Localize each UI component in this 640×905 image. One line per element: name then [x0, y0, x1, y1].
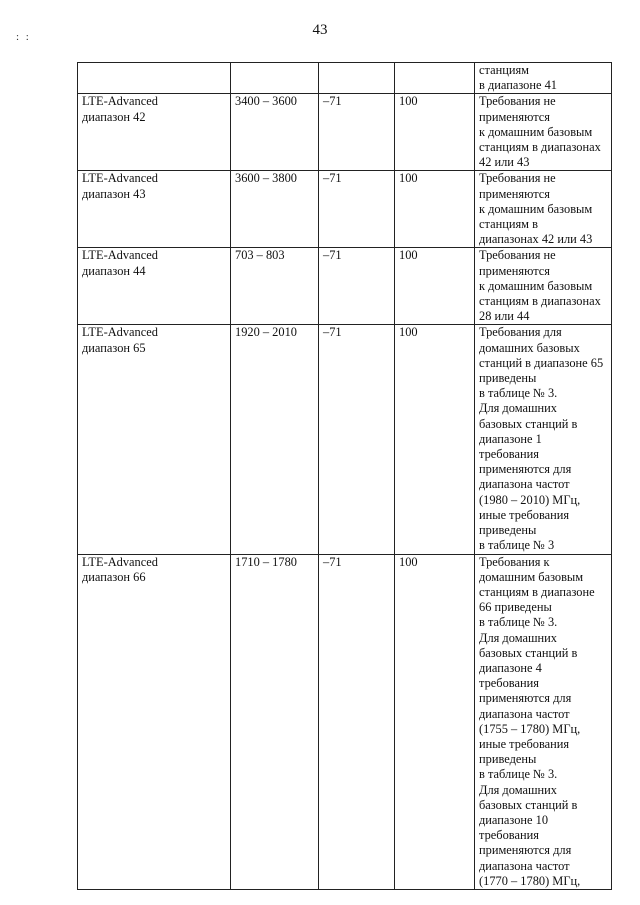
notes-cell-line: базовых станций в — [479, 645, 578, 660]
notes-cell-line: применяются — [479, 263, 550, 278]
notes-cell-line: применяются для — [479, 843, 572, 858]
notes-cell-line: приведены — [479, 371, 537, 386]
notes-cell-line: в таблице № 3. — [479, 386, 558, 401]
level-cell-value: –71 — [323, 248, 342, 263]
notes-cell-line: приведены — [479, 523, 537, 538]
value-cell-value: 100 — [399, 171, 418, 186]
notes-cell — [475, 554, 612, 889]
notes-cell-line: Для домашних — [479, 401, 557, 416]
band-cell-line: LTE-Advanced — [82, 554, 158, 569]
notes-cell-line: станциям в диапазонах — [479, 294, 601, 309]
level-cell — [319, 325, 395, 554]
notes-cell-line: (1770 – 1780) МГц, — [479, 873, 581, 888]
value-cell-value: 100 — [399, 325, 418, 340]
notes-cell-line: станциям в диапазонах — [479, 140, 601, 155]
range-cell — [231, 325, 319, 554]
notes-cell-line: Требования не — [479, 248, 556, 263]
value-cell — [395, 554, 475, 889]
value-cell-value: 100 — [399, 94, 418, 109]
notes-cell-line: (1980 – 2010) МГц, — [479, 492, 581, 507]
value-cell-value: 100 — [399, 554, 418, 569]
range-cell — [231, 63, 319, 94]
frequency-band-table — [77, 62, 612, 890]
notes-cell — [475, 63, 612, 94]
band-cell-line: LTE-Advanced — [82, 248, 158, 263]
notes-cell-line: в таблице № 3. — [479, 615, 558, 630]
band-cell-line: LTE-Advanced — [82, 325, 158, 340]
notes-cell-line: диапазоне 4 — [479, 660, 542, 675]
band-cell-line: диапазон 65 — [82, 340, 146, 355]
page-number: 43 — [312, 22, 328, 38]
range-cell — [231, 554, 319, 889]
notes-cell-line: к домашним базовым — [479, 124, 593, 139]
band-cell — [78, 248, 231, 325]
value-cell — [395, 171, 475, 248]
band-cell-line: LTE-Advanced — [82, 94, 158, 109]
range-cell-value: 1920 – 2010 — [235, 325, 297, 340]
notes-cell-line: диапазона частот — [479, 706, 570, 721]
band-cell — [78, 63, 231, 94]
notes-cell-line: станций в диапазоне 65 — [479, 355, 604, 370]
level-cell — [319, 248, 395, 325]
band-cell-line: диапазон 66 — [82, 569, 146, 584]
value-cell — [395, 248, 475, 325]
range-cell — [231, 171, 319, 248]
notes-cell-line: станциям в — [479, 217, 538, 232]
notes-cell-line: к домашним базовым — [479, 201, 593, 216]
table-row — [78, 94, 612, 171]
range-cell-value: 3600 – 3800 — [235, 171, 297, 186]
notes-cell-line: станциям — [479, 63, 529, 77]
notes-cell-line: диапазоне 10 — [479, 812, 549, 827]
table-row — [78, 554, 612, 889]
notes-cell — [475, 248, 612, 325]
notes-cell-line: иные требования — [479, 736, 570, 751]
notes-cell-line: Для домашних — [479, 782, 557, 797]
level-cell — [319, 171, 395, 248]
level-cell — [319, 63, 395, 94]
notes-cell — [475, 171, 612, 248]
notes-cell-line: в таблице № 3 — [479, 538, 555, 553]
band-cell — [78, 94, 231, 171]
margin-marks: : : — [16, 31, 31, 43]
notes-cell-line: 66 приведены — [479, 600, 552, 615]
range-cell — [231, 94, 319, 171]
notes-cell-line: Для домашних — [479, 630, 557, 645]
notes-cell-line: диапазоне 1 — [479, 431, 542, 446]
notes-cell-line: к домашним базовым — [479, 278, 593, 293]
range-cell-value: 1710 – 1780 — [235, 554, 297, 569]
notes-cell — [475, 325, 612, 554]
range-cell — [231, 248, 319, 325]
band-cell-line: диапазон 42 — [82, 109, 146, 124]
notes-cell-line: станциям в диапазоне — [479, 584, 595, 599]
table-row — [78, 325, 612, 554]
notes-cell-line: Требования не — [479, 94, 556, 109]
band-cell-line: диапазон 44 — [82, 263, 146, 278]
level-cell-value: –71 — [323, 325, 342, 340]
value-cell — [395, 94, 475, 171]
value-cell — [395, 325, 475, 554]
notes-cell-line: Требования не — [479, 171, 556, 186]
band-cell — [78, 325, 231, 554]
level-cell-value: –71 — [323, 94, 342, 109]
notes-cell-line: требования — [479, 676, 539, 691]
notes-cell-line: диапазонах 42 или 43 — [479, 232, 593, 247]
notes-cell-line: применяются — [479, 186, 550, 201]
notes-cell-line: в таблице № 3. — [479, 767, 558, 782]
level-cell — [319, 94, 395, 171]
notes-cell-line: приведены — [479, 752, 537, 767]
notes-cell-line: базовых станций в — [479, 797, 578, 812]
notes-cell-line: в диапазоне 41 — [479, 78, 557, 93]
range-cell-value: 3400 – 3600 — [235, 94, 297, 109]
notes-cell-line: домашним базовым — [479, 569, 584, 584]
notes-cell — [475, 94, 612, 171]
notes-cell-line: требования — [479, 447, 539, 462]
table-row — [78, 171, 612, 248]
level-cell-value: –71 — [323, 171, 342, 186]
notes-cell-line: Требования для — [479, 325, 562, 340]
notes-cell-line: применяются для — [479, 462, 572, 477]
band-cell-line: LTE-Advanced — [82, 171, 158, 186]
notes-cell-line: применяются для — [479, 691, 572, 706]
band-cell-line: диапазон 43 — [82, 186, 146, 201]
notes-cell-line: базовых станций в — [479, 416, 578, 431]
band-cell — [78, 554, 231, 889]
notes-cell-line: применяются — [479, 109, 550, 124]
notes-cell-line: иные требования — [479, 507, 570, 522]
notes-cell-line: 28 или 44 — [479, 309, 530, 324]
notes-cell-line: требования — [479, 828, 539, 843]
value-cell-value: 100 — [399, 248, 418, 263]
level-cell — [319, 554, 395, 889]
level-cell-value: –71 — [323, 554, 342, 569]
band-cell — [78, 171, 231, 248]
table-row — [78, 248, 612, 325]
value-cell — [395, 63, 475, 94]
notes-cell-line: диапазона частот — [479, 858, 570, 873]
notes-cell-line: (1755 – 1780) МГц, — [479, 721, 581, 736]
notes-cell-line: домашних базовых — [479, 340, 580, 355]
table-row — [78, 63, 612, 94]
notes-cell-line: 42 или 43 — [479, 155, 530, 170]
notes-cell-line: Требования к — [479, 554, 550, 569]
notes-cell-line: диапазона частот — [479, 477, 570, 492]
range-cell-value: 703 – 803 — [235, 248, 285, 263]
